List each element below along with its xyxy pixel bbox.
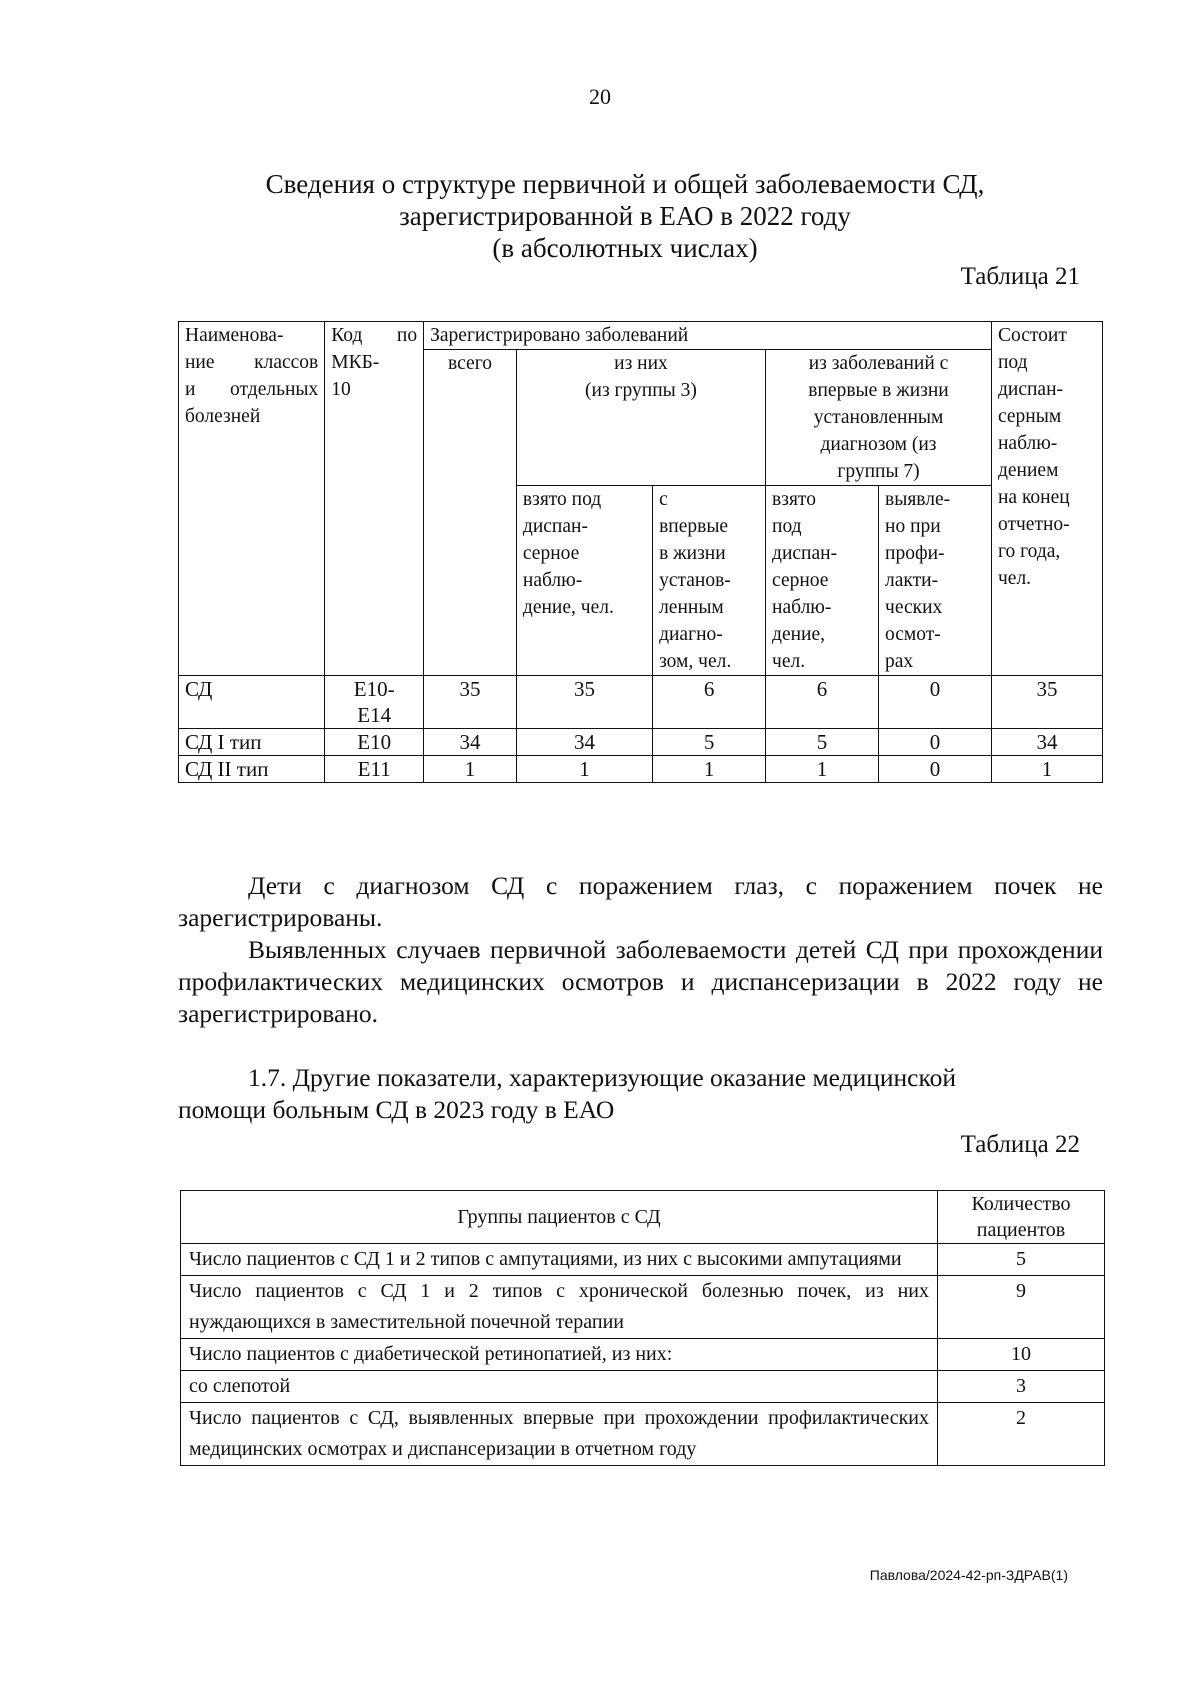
table-row [181, 1403, 1105, 1466]
row-code: Е10- Е14 [325, 676, 424, 729]
paragraph-2-text: Выявленных случаев первичной заболеваемости детей СД при прохождении профилактических медицинских осмотров и диспансеризации в 2022 году не зарегистрировано. [178, 935, 1103, 1028]
patient-group: со слепотой [181, 1371, 938, 1403]
row-name: СД [179, 676, 325, 729]
table-row [179, 756, 1103, 783]
patient-group: Число пациентов с СД 1 и 2 типов с ампутациями, из них с высокими ампутациями [181, 1244, 938, 1276]
paragraph-1-text: Дети с диагнозом СД с поражением глаз, с поражением почек не зарегистрированы. [178, 871, 1103, 932]
row-code: Е11 [325, 756, 424, 783]
row-dispensary: 35 [516, 676, 652, 729]
table21-title [180, 168, 1070, 264]
row-first-diagnosed: 6 [653, 676, 766, 729]
title-line-1: Сведения о структуре первичной и общей заболеваемости СД, [265, 169, 985, 199]
title-line-2: зарегистрированной в ЕАО в 2022 году [399, 201, 851, 231]
header-code-col: Код по МКБ- 10 [325, 322, 424, 676]
patient-count: 5 [938, 1244, 1105, 1276]
header-state-col: Состоит под диспан- серным наблю- дением на конец отчетно- го года, чел. [991, 322, 1102, 676]
patient-group: Число пациентов с СД, выявленных впервые при прохождении профилактических медицинских осмотрах и диспансеризации в отчетном году [181, 1403, 938, 1466]
table-row [181, 1371, 1105, 1403]
paragraph-children-complications [178, 870, 1103, 934]
patient-count: 9 [938, 1276, 1105, 1339]
header-of-them: из них (из группы 3) [516, 350, 765, 486]
table-row [181, 1244, 1105, 1276]
header-registered: Зарегистрировано заболеваний [424, 322, 992, 350]
row-first-dispensary: 5 [766, 729, 879, 756]
header-sub-3: взято под диспан- серное наблю- дение, чел. [766, 486, 879, 676]
header-name-col: Наименова- ние классов и отдельных болезней [179, 322, 325, 676]
header-sub-1: взято под диспан- серное наблю- дение, чел. [516, 486, 652, 676]
row-dispensary: 34 [516, 729, 652, 756]
document-footer-code: Павлова/2024-42-рп-ЗДРАВ(1) [869, 1567, 1068, 1583]
patient-count: 2 [938, 1403, 1105, 1466]
row-first-dispensary: 6 [766, 676, 879, 729]
row-first-dispensary: 1 [766, 756, 879, 783]
table21-caption: Таблица 21 [960, 263, 1080, 290]
row-dispensary: 1 [516, 756, 652, 783]
row-state-end: 34 [991, 729, 1102, 756]
row-prophylactic: 0 [879, 729, 992, 756]
header-patient-groups: Группы пациентов с СД [181, 1191, 938, 1244]
header-sub-2: с впервые в жизни установ- ленным диагно- зом, чел. [653, 486, 766, 676]
table22-caption: Таблица 22 [960, 1131, 1080, 1158]
section-line-2: помощи больным СД в 2023 году в ЕАО [178, 1095, 615, 1124]
paragraph-primary-morbidity [178, 934, 1103, 1030]
patient-count: 3 [938, 1371, 1105, 1403]
table-row [179, 729, 1103, 756]
patient-count: 10 [938, 1339, 1105, 1371]
patient-group: Число пациентов с СД 1 и 2 типов с хронической болезнью почек, из них нуждающихся в заместительной почечной терапии [181, 1276, 938, 1339]
title-line-3: (в абсолютных числах) [492, 233, 758, 263]
header-total: всего [424, 350, 517, 676]
row-total: 34 [424, 729, 517, 756]
section-heading-1-7 [178, 1062, 1103, 1126]
header-first-time: из заболеваний с впервые в жизни установленным диагнозом (из группы 7) [766, 350, 992, 486]
row-first-diagnosed: 1 [653, 756, 766, 783]
row-first-diagnosed: 5 [653, 729, 766, 756]
page-number: 20 [589, 84, 611, 109]
row-code: Е10 [325, 729, 424, 756]
header-sub-4: выявле- но при профи- лакти- ческих осмот- рах [879, 486, 992, 676]
table-row [179, 676, 1103, 729]
patient-group: Число пациентов с диабетической ретинопатией, из них: [181, 1339, 938, 1371]
table-row [181, 1339, 1105, 1371]
table-row [181, 1276, 1105, 1339]
table-21 [178, 321, 1103, 783]
row-name: СД I тип [179, 729, 325, 756]
header-patient-count: Количество пациентов [938, 1191, 1105, 1244]
row-total: 1 [424, 756, 517, 783]
row-name: СД II тип [179, 756, 325, 783]
row-prophylactic: 0 [879, 676, 992, 729]
table-22 [180, 1190, 1105, 1466]
row-state-end: 1 [991, 756, 1102, 783]
row-prophylactic: 0 [879, 756, 992, 783]
section-line-1: 1.7. Другие показатели, характеризующие оказание медицинской [248, 1063, 956, 1092]
row-state-end: 35 [991, 676, 1102, 729]
row-total: 35 [424, 676, 517, 729]
